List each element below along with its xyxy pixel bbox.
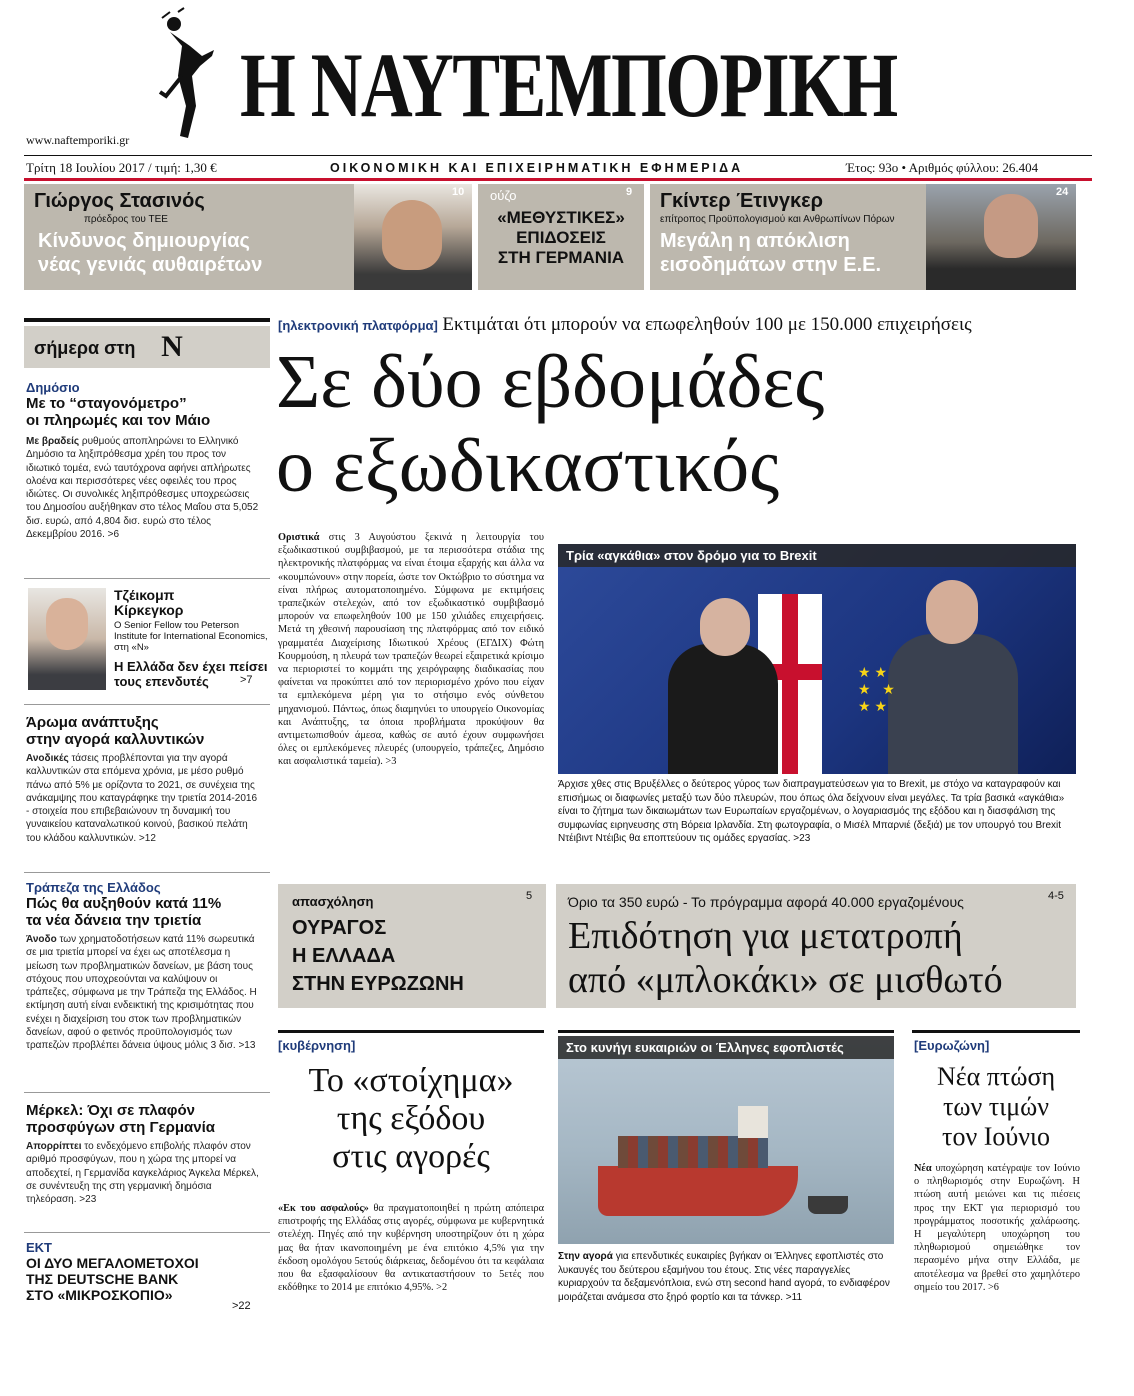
brexit-photo — [558, 544, 1076, 774]
section-label: Τράπεζα της Ελλάδος — [26, 880, 161, 895]
sidebar-article-cosmetics[interactable] — [26, 714, 262, 845]
lead-word: Άνοδο — [26, 934, 57, 945]
ship-hull — [598, 1166, 798, 1216]
box-headline-1: Επιδότηση για μετατροπή — [568, 915, 963, 957]
section-label: Δημόσιο — [26, 380, 80, 395]
face-shape — [700, 598, 750, 656]
box-title — [292, 914, 464, 998]
box-subsidy[interactable] — [556, 884, 1076, 1008]
lead-headline-2[interactable]: ο εξωδικαστικός — [276, 424, 780, 508]
site-url[interactable]: www.naftemporiki.gr — [26, 133, 130, 147]
box-line-2: Η ΕΛΛΑΔΑ — [292, 945, 396, 967]
markets-headline-1: Το «στοίχημα» — [308, 1062, 514, 1099]
ship-bridge — [738, 1106, 768, 1138]
divider — [24, 1092, 270, 1093]
lead-word: Απορρίπτει — [26, 1141, 82, 1152]
lead-subhead: Εκτιμάται ότι μπορούν να επωφεληθούν 100 με 150.000 επιχειρήσεις — [442, 314, 972, 335]
today-label: σήμερα στη — [34, 338, 136, 358]
page-ref: 10 — [452, 186, 465, 198]
teaser-headline-2: εισοδημάτων στην Ε.Ε. — [660, 254, 882, 276]
lead-body — [278, 531, 544, 769]
article-title-2: στην αγορά καλλυντικών — [26, 731, 205, 748]
profile-quote-1: Η Ελλάδα δεν έχει πείσει — [114, 659, 268, 674]
divider — [24, 155, 1092, 156]
divider — [24, 704, 270, 705]
teaser-headline-1: Μεγάλη η απόκλιση — [660, 230, 850, 252]
box-kicker: απασχόληση — [292, 894, 374, 909]
ecb-line-1: ΟΙ ΔΥΟ ΜΕΓΑΛΟΜΕΤΟΧΟΙ — [26, 1255, 199, 1271]
eurozone-headline-2: των τιμών — [942, 1092, 1050, 1121]
divider — [24, 1232, 270, 1233]
eurozone-headline-3: τον Ιούνιο — [942, 1122, 1050, 1151]
profile-name-1: Τζέικομπ — [114, 587, 175, 603]
lead-word: Ανοδικές — [26, 753, 69, 764]
article-title-1: Άρωμα ανάπτυξης — [26, 714, 159, 731]
markets-headline-3: στις αγορές — [332, 1138, 490, 1175]
person-right — [888, 634, 1018, 774]
teaser-stasinos[interactable] — [24, 184, 472, 290]
teaser-ouzo[interactable] — [478, 184, 644, 290]
face-shape — [926, 580, 978, 644]
article-body: ρυθμούς αποπληρώνει το Ελληνικό Δημόσιο τα ληξιπρόθεσμα χρέη του προς τον ιδιωτικό τομέα, ενώ ταυτόχρονα αφήνει απλήρωτες ολοένα και περισσότερες νέες οφειλές του προς ιδιώτες. Οι συνολικές ληξιπρόθεσμες υποχρεώσεις του Δημοσίου αυξήθηκαν στο τέλος Μαΐου στα 5,052 δισ. ευρώ, από 4,804 δισ. ευρώ στο τέλος Δεκεμβρίου 2016. >6 — [26, 436, 259, 541]
lead-body-text: στις 3 Αυγούστου ξεκινά η λειτουργία του εξωδικαστικού συμβιβασμού, με τα περισσότερα στάδια της ηλεκτρονικής πλατφόρμας να είναι έτοιμα εξαρχής και άλλα να «κουμπώνουν» στην πορεία, ώστε τον Οκτώβριο το σύστημα να είναι πλήρως αυτοματοποιημένο. Σύμφωνα με εκτιμήσεις τραπεζικών στελεχών, από τον εξωδικαστικό συμβιβασμό μπορούν να επωφεληθούν 100 με 150 χιλιάδες επιχειρήσεις. Μετά τη χθεσινή παρουσίαση της πλατφόρμας από τον ειδικό γραμματέα Διαχείρισης Ιδιωτικού Χρέους (ΕΓΔΙΧ) Φώτη Κουρμούση, η πλευρά των τραπεζών θεωρεί εξαιρετικά κρίσιμο να περιοριστεί το κομμάτι της χειρόγραφης διαδικασίας που φαίνεται να προκύπτει από τον περιορισμένο χρόνο που είχαν τα εμπλεκόμενα μέρη για το στήσιμο ενός σύνθετου μηχανισμού. Πάντως, όπως διαμηνύει το υπουργείο Οικονομίας και Ανάπτυξης, τα όποια προβλήματα προκύψουν θα αντιμετωπισθούν άμεσα, καθώς σε αυτό έχουν συμφωνήσει όλες οι εμπλεκόμενες πλευρές (υπουργείο, τράπεζες, Δημόσιο και ασφαλιστικά ταμεία). >3 — [278, 532, 544, 768]
teaser-role: επίτροπος Προϋπολογισμού και Ανθρωπίνων Πόρων — [660, 214, 895, 225]
teaser-line-2: ΕΠΙΔΟΣΕΙΣ — [516, 228, 606, 247]
slogan: ΟΙΚΟΝΟΜΙΚΗ ΚΑΙ ΕΠΙΧΕΙΡΗΜΑΤΙΚΗ ΕΦΗΜΕΡΙΔΑ — [330, 161, 744, 175]
markets-tag: [κυβέρνηση] — [278, 1038, 356, 1053]
sidebar-article-bog[interactable] — [26, 880, 262, 1053]
divider — [912, 1030, 1080, 1033]
ecb-line-3: ΣΤΟ «ΜΙΚΡΟΣΚΟΠΙΟ» — [26, 1287, 173, 1303]
ship-title[interactable]: Στο κυνήγι ευκαιριών οι Έλληνες εφοπλιστές — [558, 1036, 894, 1059]
lead-subhead-row — [278, 314, 1086, 336]
box-line-1: ΟΥΡΑΓΟΣ — [292, 917, 387, 939]
profile-name-2: Κίρκεγκορ — [114, 602, 184, 618]
teaser-line-1: «ΜΕΘΥΣΤΙΚΕΣ» — [497, 208, 625, 227]
article-body: τάσεις προβλέπονται για την αγορά καλλυντικών στα επόμενα χρόνια, με μέσο ρυθμό πάνω από 5% με ορίζοντα το 2021, σε συνέχεια της ανάκαμψης που καταγράφηκε την τριετία 2014-2016 - στοιχεία που επιβεβαιώνουν τη δυναμική του γυναικείου καταναλωτικού κοινού, βασικού πελάτη του κλάδου καλλυντικών. >12 — [26, 753, 258, 844]
article-title-2: προσφύγων στη Γερμανία — [26, 1119, 216, 1136]
brexit-title[interactable]: Τρία «αγκάθια» στον δρόμο για το Brexit — [558, 544, 1076, 567]
eurozone-headline-1: Νέα πτώση — [936, 1062, 1056, 1091]
sidebar-top-rule — [24, 318, 270, 322]
teaser-name: Γιώργος Στασινός — [34, 190, 205, 212]
face-shape — [984, 194, 1038, 258]
article-title-2: οι πληρωμές και τον Μάιο — [26, 412, 211, 429]
sidebar-article-merkel[interactable] — [26, 1102, 262, 1206]
section-label: ΕΚΤ — [26, 1240, 52, 1255]
eurozone-body — [914, 1162, 1080, 1294]
person-left — [668, 644, 778, 774]
flag-cross — [782, 594, 798, 774]
face-shape — [46, 598, 88, 650]
red-divider — [24, 178, 1092, 181]
masthead-title: Η ΝΑΥΤΕΜΠΟΡΙΚΗ — [240, 34, 897, 136]
ship-caption — [558, 1250, 894, 1304]
markets-body — [278, 1202, 544, 1294]
n-logo: N — [161, 330, 183, 363]
ship-caption-text: για επενδυτικές ευκαιρίες βγήκαν οι Έλληνες εφοπλιστές στο λυκαυγές του δεύτερου εξαμήνου του έτους. Στις νέες παραγγελίες κυριαρχούν τα δεξαμενόπλοια, ενώ στη second hand αγορά, το ενδιαφέρον μοιράζεται ανάμεσα στο ξηρό φορτίο και τα τάνκερ. >11 — [558, 1251, 890, 1303]
profile-desc: Ο Senior Fellow του Peterson Institute for International Economics, στη «Ν» — [114, 620, 268, 653]
ship-photo — [558, 1036, 894, 1244]
article-title-1: Πώς θα αυξηθούν κατά 11% — [26, 895, 222, 912]
page-ref: 5 — [526, 890, 533, 902]
lead-word: Στην αγορά — [558, 1251, 613, 1262]
page-ref: >7 — [240, 674, 253, 686]
face-shape — [382, 200, 442, 270]
box-employment[interactable] — [278, 884, 546, 1008]
teaser-role: πρόεδρος του ΤΕΕ — [84, 214, 168, 225]
lead-word: «Εκ του ασφαλούς» — [278, 1203, 369, 1214]
article-title-1: Μέρκελ: Όχι σε πλαφόν — [26, 1102, 195, 1119]
lead-tag: [ηλεκτρονική πλατφόρμα] — [278, 318, 438, 333]
teaser-name: Γκίντερ Έτινγκερ — [660, 190, 824, 212]
ecb-line-2: ΤΗΣ DEUTSCHE BANK — [26, 1271, 179, 1287]
page-ref: 9 — [626, 186, 633, 198]
tugboat — [808, 1196, 848, 1214]
stasinos-photo — [354, 184, 472, 290]
lead-word: Νέα — [914, 1163, 932, 1174]
article-title-2: τα νέα δάνεια την τριετία — [26, 912, 202, 929]
teaser-oettinger[interactable] — [650, 184, 1076, 290]
divider — [24, 872, 270, 873]
teaser-headline-1: Κίνδυνος δημιουργίας — [38, 230, 250, 252]
profile-kirkegaard[interactable] — [114, 588, 270, 689]
sidebar-article-public[interactable] — [26, 380, 262, 541]
teaser-title — [478, 208, 644, 268]
oettinger-photo — [926, 184, 1076, 290]
page-ref: 24 — [1056, 186, 1069, 198]
markets-body-text: θα πραγματοποιηθεί η πρώτη απόπειρα επιστροφής της Ελλάδας στις αγορές, σύμφωνα με κυβερνητικά στελέχη. Πηγές από την κυβέρνηση υποστηρίζουν ότι η χώρα μας θα ήταν ικανοποιημένη με ένα επιτόκιο 4,5% για την έκδοση ομολόγου 5ετούς διάρκειας, δεδομένου ότι τα κεφάλαια που θα εξασφαλίσουν θα αντικαταστήσουν το 5ετές που εκδόθηκε το 2014 με επιτόκιο 4,95%. >2 — [278, 1203, 544, 1294]
lead-word: Οριστικά — [278, 532, 320, 543]
divider — [278, 1030, 544, 1033]
box-kicker: Όριο τα 350 ευρώ - Το πρόγραμμα αφορά 40.000 εργαζομένους — [568, 894, 964, 910]
eurozone-headline[interactable] — [912, 1062, 1080, 1152]
lead-headline-1[interactable]: Σε δύο εβδομάδες — [276, 340, 825, 424]
issue-number: Έτος: 93ο • Αριθμός φύλλου: 26.404 — [846, 160, 1039, 175]
divider — [558, 1030, 894, 1033]
page-ref: >22 — [232, 1300, 251, 1312]
markets-headline[interactable] — [278, 1062, 544, 1176]
lead-word: Με βραδείς — [26, 436, 80, 447]
teaser-headline-2: νέας γενιάς αυθαιρέτων — [38, 254, 263, 276]
divider — [24, 578, 270, 579]
teaser-kicker: ούζο — [490, 188, 517, 203]
eu-stars-icon: ★ ★ ★ ★ ★ ★ — [858, 664, 895, 714]
sidebar-article-ecb[interactable] — [26, 1240, 262, 1312]
article-body: των χρηματοδοτήσεων κατά 11% σωρευτικά σε μια τριετία μπορεί να έχει ως αποτέλεσμα η μείωση των προβληματικών δανείων, με βάση τους στόχους που υποχρεούνται να καλύψουν οι τράπεζες, σύμφωνα με την Τράπεζα της Ελλάδος. Η εκτίμηση αυτή είναι ενδεικτική της κρισιμότητας που ενέχει η διαχείριση του στοκ των προβληματικών δανείων, αφού ο φετινός προϋπολογισμός των τραπεζών προβλέπει δάνεια ύψους μόλις 3 δισ. >13 — [26, 934, 257, 1052]
article-title-1: Με το “σταγονόμετρο” — [26, 395, 187, 412]
article-body: το ενδεχόμενο επιβολής πλαφόν στον αριθμό προσφύγων, που η χώρα της μπορεί να αποδεχτεί, η Γερμανίδα καγκελάριος Άγκελα Μέρκελ, σε συνέντευξη της στη γερμανική δημόσια τηλεόραση. >23 — [26, 1141, 259, 1206]
eurozone-tag: [Ευρωζώνη] — [914, 1038, 990, 1053]
markets-headline-2: της εξόδου — [336, 1100, 486, 1137]
teaser-line-3: ΣΤΗ ΓΕΡΜΑΝΙΑ — [497, 248, 625, 267]
box-headline-2: από «μπλοκάκι» σε μισθωτό — [568, 959, 1003, 1001]
brexit-caption: Άρχισε χθες στις Βρυξέλλες ο δεύτερος γύρος των διαπραγματεύσεων για το Brexit, με στόχο να καταγραφούν και επισήμως οι διαφωνίες μεταξύ των δύο πλευρών, που όπως όλα δείχνουν είναι μεγάλες. Τα τρία βασικά «αγκάθια» είναι το ζήτημα των δικαιωμάτων των Ευρωπαίων εργαζομένων, ο λογαριασμός της εξόδου και η διασφάλιση της συμφωνίας ειρηνευσης στη Βόρεια Ιρλανδία. Στη φωτογραφία, ο Μισέλ Μπαρνιέ (δεξιά) με τον υπουργό του Brexit Ντέιβιντ Ντέιβις θα εποπτεύουν τις ομάδες εργασίας. >23 — [558, 779, 1065, 844]
today-box — [24, 326, 270, 368]
profile-quote-2: τους επενδυτές — [114, 674, 209, 689]
hermes-logo-icon — [152, 6, 222, 146]
date-price: Τρίτη 18 Ιουλίου 2017 / τιμή: 1,30 € — [26, 160, 217, 175]
eurozone-body-text: υποχώρηση κατέγραψε τον Ιούνιο ο πληθωρισμός στην Ευρωζώνη. Η πτώση αυτή μειώνει και τις πιέσεις προς την ΕΚΤ για περιορισμό του προγράμματος ποσοτικής χαλάρωσης. Η μεγαλύτερη υποχώρηση του πληθωρισμού σημειώθηκε τον περασμένο μήνα στην Ελλάδα, με αποτέλεσμα να βρεθεί στο χαμηλότερο σημείο του 2017. >6 — [914, 1163, 1080, 1293]
kirkegaard-photo — [28, 588, 106, 690]
page-ref: 4-5 — [1048, 890, 1064, 902]
box-line-3: ΣΤΗΝ ΕΥΡΩΖΩΝΗ — [292, 973, 464, 995]
ship-containers — [618, 1136, 768, 1168]
